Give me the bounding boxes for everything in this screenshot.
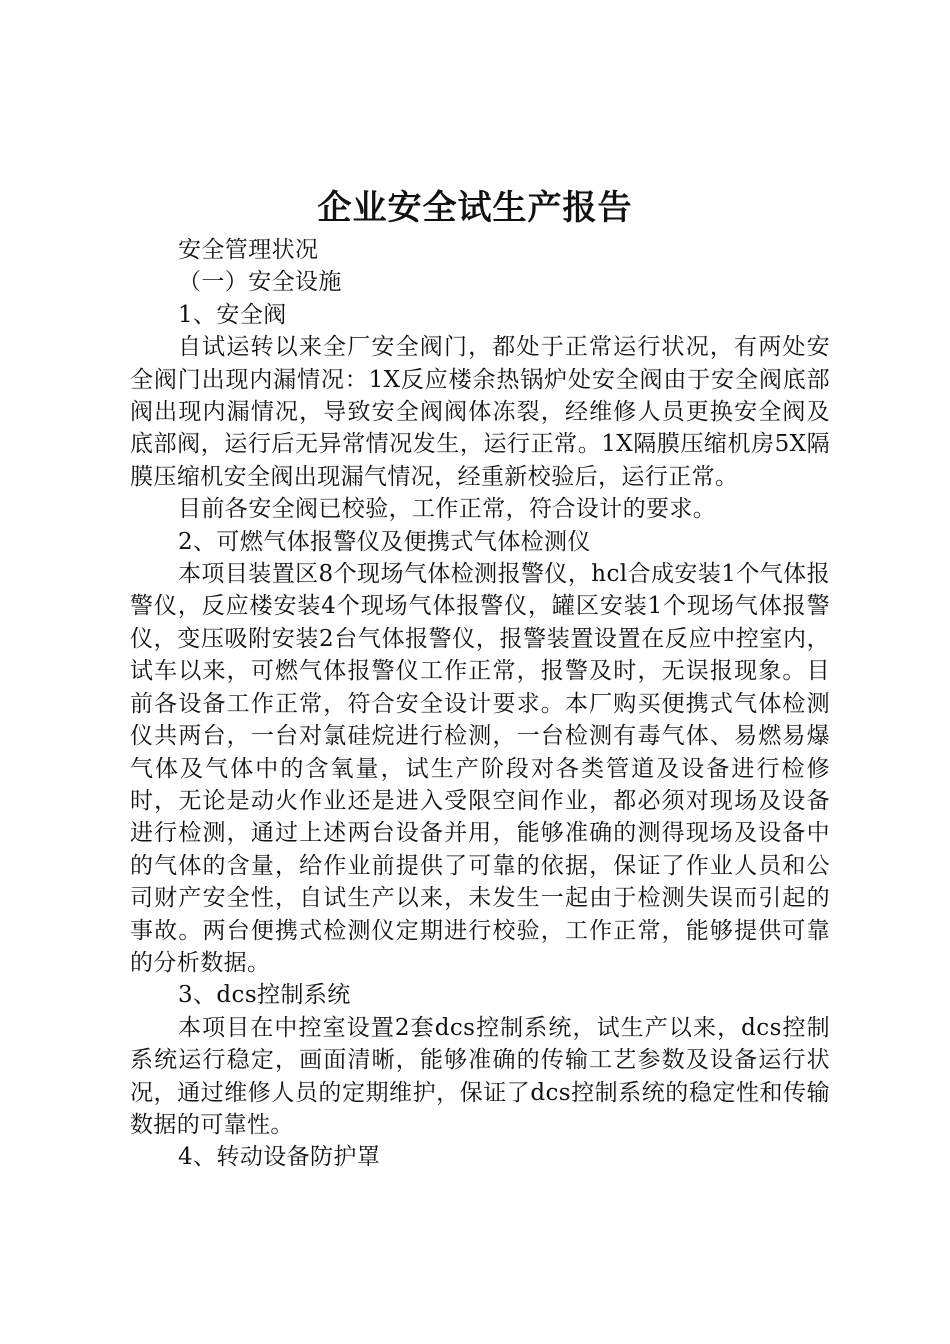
document-body bbox=[130, 234, 830, 1174]
item-heading-gas-detector: 2、可燃气体报警仪及便携式气体检测仪 bbox=[178, 528, 591, 555]
subsection-heading: （一）安全设施 bbox=[178, 269, 342, 296]
item-heading-guard: 4、转动设备防护罩 bbox=[178, 1144, 381, 1171]
section-heading: 安全管理状况 bbox=[178, 237, 319, 263]
item-heading-dcs: 3、dcs控制系统 bbox=[178, 982, 351, 1009]
paragraph-gas-detector: 本项目装置区8个现场气体检测报警仪，hcl合成安装1个气体报警仪，反应楼安装4个现场气体报警仪，罐区安装1个现场气体报警仪，变压吸附安装2台气体报警仪，报警装置设置在反应中控室内，试车以来，可燃气体报警仪工作正常，报警及时，无误报现象。目前各设备工作正常，符合安全设计要求。本厂购买便携式气体检测仪共两台，一台对氯硅烷进行检测，一台检测有毒气体、易燃易爆气体及气体中的含氧量，试生产阶段对各类管道及设备进行检修时，无论是动火作业还是进入受限空间作业，都必须对现场及设备进行检测，通过上述两台设备并用，能够准确的测得现场及设备中的气体的含量，给作业前提供了可靠的依据，保证了作业人员和公司财产安全性，自试生产以来，未发生一起由于检测失误而引起的事故。两台便携式检测仪定期进行校验，工作正常，能够提供可靠的分析数据。 bbox=[130, 561, 830, 976]
document-title: 企业安全试生产报告 bbox=[317, 188, 633, 228]
paragraph-dcs: 本项目在中控室设置2套dcs控制系统，试生产以来，dcs控制系统运行稳定，画面清晰，能够准确的传输工艺参数及设备运行状况，通过维修人员的定期维护，保证了dcs控制系统的稳定性和传输数据的可靠性。 bbox=[130, 1014, 830, 1138]
paragraph-safety-valve: 自试运转以来全厂安全阀门，都处于正常运行状况，有两处安全阀门出现内漏情况：1X反应楼余热锅炉处安全阀由于安全阀底部阀出现内漏情况，导致安全阀阀体冻裂，经维修人员更换安全阀及底部阀，运行后无异常情况发生，运行正常。1X隔膜压缩机房5X隔膜压缩机安全阀出现漏气情况，经重新校验后，运行正常。 bbox=[130, 334, 830, 490]
paragraph-safety-valve-status: 目前各安全阀已校验，工作正常，符合设计的要求。 bbox=[178, 496, 717, 523]
item-heading-safety-valve: 1、安全阀 bbox=[178, 301, 287, 328]
